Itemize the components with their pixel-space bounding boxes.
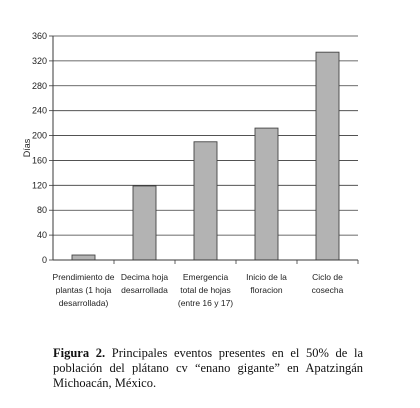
x-tick-label: desarrollada	[121, 285, 168, 295]
y-tick-label: 0	[41, 255, 47, 265]
x-category-labels	[53, 272, 344, 308]
y-tick-label: 280	[31, 80, 47, 91]
x-tick-label: Emergencia	[182, 272, 229, 282]
caption-text: Principales eventos presentes en el 50% de la población del plátano cv “enano gigante” en Apatzingán Michoacán, México.	[53, 346, 363, 390]
bar	[133, 186, 156, 260]
y-tick-label: 120	[31, 180, 47, 191]
y-tick-label: 200	[31, 130, 47, 141]
y-tick-label: 160	[31, 155, 47, 166]
y-tick-label: 80	[36, 205, 47, 216]
x-tick-label: floracion	[250, 285, 283, 295]
x-tick-label: total de hojas	[180, 285, 231, 295]
bars	[72, 52, 339, 260]
x-tick-label: cosecha	[311, 285, 344, 295]
y-tick-label: 40	[36, 230, 47, 241]
y-tick-label: 320	[31, 55, 47, 66]
bar	[72, 255, 95, 260]
y-axis-title: Días	[22, 138, 32, 158]
y-tick-label: 240	[31, 105, 47, 116]
y-tick-label: 360	[31, 31, 47, 41]
figure-caption	[53, 346, 363, 391]
x-tick-label: Decima hoja	[120, 272, 169, 282]
bar	[255, 128, 278, 260]
x-tick-label: Inicio de la	[246, 272, 287, 282]
caption-label: Figura 2.	[53, 346, 106, 360]
x-tick-label: Prendimiento de	[52, 272, 115, 282]
x-tick-label: desarrollada)	[58, 298, 109, 308]
bar	[194, 142, 217, 260]
x-tick-label: (entre 16 y 17)	[177, 298, 234, 308]
bar	[316, 52, 339, 260]
y-tick-labels	[32, 31, 47, 265]
x-tick-label: plantas (1 hoja	[55, 285, 112, 295]
x-tick-label: Ciclo de	[312, 272, 343, 282]
